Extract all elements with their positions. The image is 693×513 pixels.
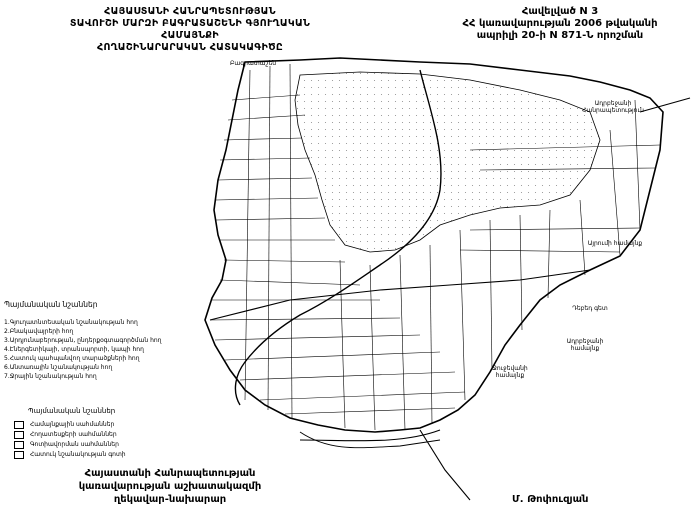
legend-symbol-label: Գոտիավորման սահմաններ [30, 441, 119, 448]
legend-item: 7.Ջրային նշանակության հող [4, 373, 97, 380]
appendix-line: Հավելված N 3 [521, 6, 599, 17]
legend-item: 4.Էներգետիկայի, տրանսպորտի, կապի հող [4, 346, 144, 353]
legend [4, 300, 162, 381]
map-label: Դեբեդ գետ [572, 305, 608, 312]
legend-symbol-row [14, 440, 144, 450]
legend-swatch [14, 421, 24, 429]
legend-title: Պայմանական նշաններ [4, 300, 98, 309]
map-label: Ադրբեջանի համայնք [566, 338, 604, 352]
legend-symbols-title: Պայմանական նշաններ [28, 407, 116, 415]
signatory-line: Հայաստանի Հանրապետության [84, 468, 256, 479]
legend-item: 5.Հատուկ պահպանվող տարածքների հող [4, 355, 140, 362]
legend-symbol-row [14, 420, 144, 430]
title-line: ՏԱՎՈՒՇԻ ՄԱՐԶԻ ԲԱԳՐԱՏԱՇԵՆԻ ԳՅՈՒՂԱԿԱՆ ՀԱՄԱՅՆՔԻ [69, 18, 311, 41]
appendix-line: ապրիլի 20-ի N 871-Ն որոշման [476, 30, 644, 41]
legend-item: 6.Անտառային նշանակության հող [4, 364, 113, 371]
appendix-line: ՀՀ կառավարության 2006 թվականի [462, 18, 658, 29]
legend-swatch [14, 451, 24, 459]
legend-item: 1.Գյուղատնտեսական նշանակության հող [4, 319, 138, 326]
signatory-line: ղեկավար-նախարար [113, 494, 227, 505]
map-label: Ջուջեվանի համայնք [492, 365, 528, 379]
legend-symbol-row [14, 430, 144, 440]
title-line: ՀԱՅԱՍՏԱՆԻ ՀԱՆՐԱՊԵՏՈՒԹՅԱՆ [104, 6, 276, 17]
signatory-title [60, 467, 280, 506]
title-line: ՀՈՂԱՇԻՆԱՐԱՐԱԿԱՆ ՀԱՏԱԿԱԳԻԾԸ [96, 42, 283, 53]
signatory-line: կառավարության աշխատակազմի [78, 481, 262, 492]
legend-swatch [14, 441, 24, 449]
legend-item: 2.Բնակավայրերի հող [4, 328, 74, 335]
map-label: Բագրատաշեն [230, 60, 277, 67]
legend-symbol-label: Հողատեսքերի սահմաններ [30, 431, 117, 438]
signatory-name: Մ. Թոփուզյան [512, 494, 589, 505]
legend-symbol-row [14, 450, 144, 460]
legend-symbol-label: Հատուկ նշանակության գոտի [30, 451, 126, 458]
map-label: Ադրբեջանի Հանրապետություն [582, 100, 644, 114]
legend-item: 3.Արդյունաբերության, ընդերքօգտագործման հող [4, 337, 162, 344]
map-label: Այրումի համայնք [587, 240, 643, 247]
legend-symbol-label: Համայնքային սահմաններ [30, 421, 115, 428]
legend-symbols [14, 406, 144, 460]
legend-swatch [14, 431, 24, 439]
